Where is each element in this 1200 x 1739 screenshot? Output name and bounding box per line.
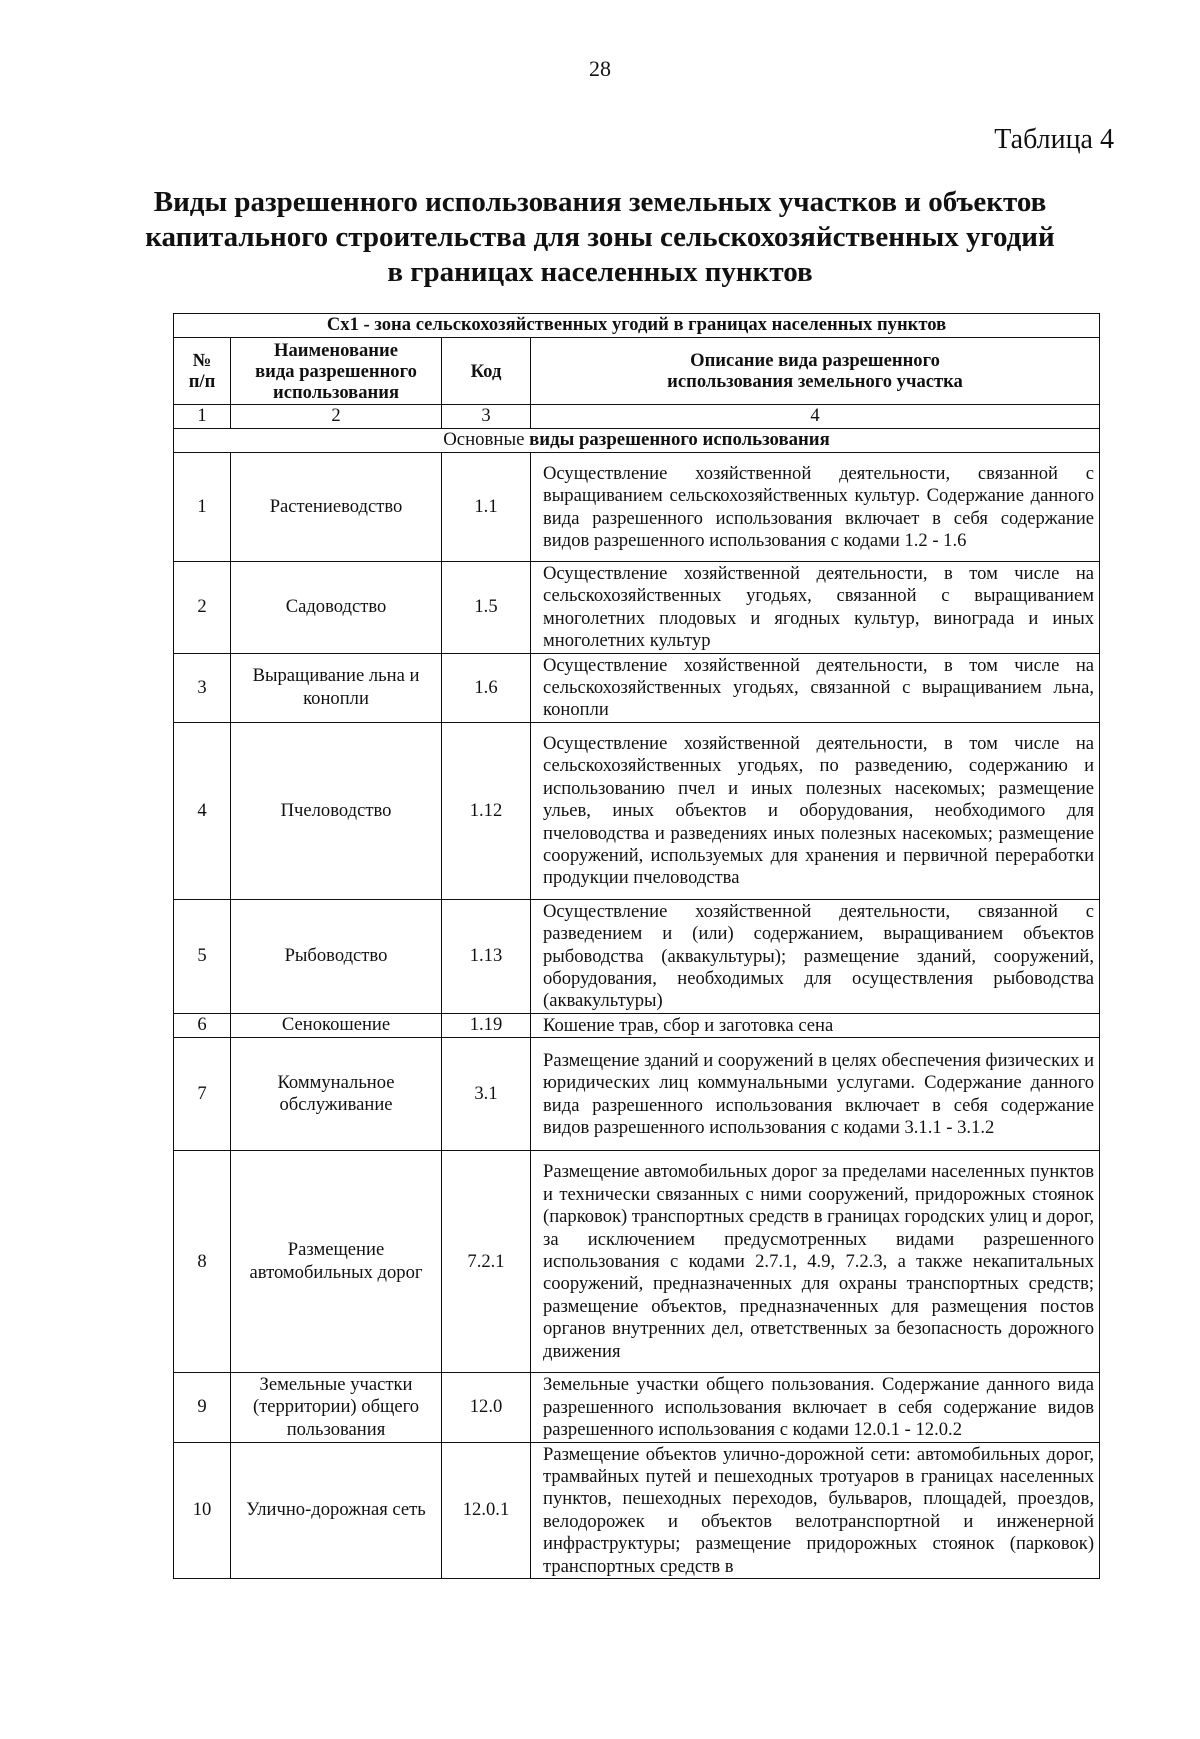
row-num: 6	[174, 1013, 231, 1037]
zone-row	[174, 314, 1100, 338]
row-name: Выращивание льна и конопли	[231, 653, 442, 722]
header-text: использования земельного участка	[667, 371, 963, 392]
table-row	[174, 899, 1100, 1013]
document-title	[120, 185, 1080, 290]
table-row	[174, 722, 1100, 899]
row-num: 1	[174, 453, 231, 562]
table-row	[174, 453, 1100, 562]
row-code: 1.5	[442, 562, 531, 654]
table-row	[174, 1373, 1100, 1442]
header-name	[231, 338, 442, 405]
header-desc	[531, 338, 1100, 405]
table-row	[174, 653, 1100, 722]
row-name: Рыбоводство	[231, 899, 442, 1013]
row-desc: Земельные участки общего пользования. Содержание данного вида разрешенного использования включает в себя содержание видов разрешенного использования с кодами 12.0.1 - 12.0.2	[531, 1373, 1100, 1442]
row-name: Улично-дорожная сеть	[231, 1442, 442, 1578]
row-code: 12.0	[442, 1373, 531, 1442]
row-name: Пчеловодство	[231, 722, 442, 899]
table-row	[174, 1442, 1100, 1578]
header-text: Описание вида разрешенного	[690, 350, 940, 371]
row-desc: Кошение трав, сбор и заготовка сена	[531, 1013, 1100, 1037]
header-text: п/п	[188, 371, 216, 392]
table-row	[174, 562, 1100, 654]
row-code: 1.12	[442, 722, 531, 899]
column-number: 1	[174, 405, 231, 429]
title-line: в границах населенных пунктов	[387, 256, 813, 288]
header-text: вида разрешенного	[255, 360, 417, 382]
land-use-table	[173, 313, 1100, 1579]
row-num: 4	[174, 722, 231, 899]
row-name: Коммунальное обслуживание	[231, 1038, 442, 1151]
column-number: 2	[231, 405, 442, 429]
row-desc: Осуществление хозяйственной деятельности, связанной с разведением и (или) содержанием, выращиванием объектов рыбоводства (аквакультуры); размещение зданий, сооружений, оборудования, необходимых для осуществления рыбоводства (аквакультуры)	[531, 899, 1100, 1013]
row-name: Сенокошение	[231, 1013, 442, 1037]
row-name: Земельные участки (территории) общего пользования	[231, 1373, 442, 1442]
row-num: 8	[174, 1151, 231, 1373]
row-num: 9	[174, 1373, 231, 1442]
row-desc: Размещение зданий и сооружений в целях обеспечения физических и юридических лиц коммунальными услугами. Содержание данного вида разрешенного использования включает в себя содержание видов разрешенного использования с кодами 3.1.1 - 3.1.2	[531, 1038, 1100, 1151]
column-number: 3	[442, 405, 531, 429]
row-num: 5	[174, 899, 231, 1013]
row-code: 1.6	[442, 653, 531, 722]
title-line: Виды разрешенного использования земельных участков и объектов	[153, 186, 1047, 218]
title-line: капитального строительства для зоны сельскохозяйственных угодий	[145, 221, 1055, 253]
table-row	[174, 1013, 1100, 1037]
table-label: Таблица 4	[994, 124, 1114, 155]
row-name: Садоводство	[231, 562, 442, 654]
row-code: 3.1	[442, 1038, 531, 1151]
row-name: Растениеводство	[231, 453, 442, 562]
row-code: 12.0.1	[442, 1442, 531, 1578]
column-number-row	[174, 405, 1100, 429]
header-text: использования	[272, 381, 400, 403]
row-num: 7	[174, 1038, 231, 1151]
section-prefix: Основные	[443, 429, 525, 451]
row-code: 1.1	[442, 453, 531, 562]
row-desc: Осуществление хозяйственной деятельности, в том числе на сельскохозяйственных угодьях, связанной с выращиванием льна, конопли	[531, 653, 1100, 722]
row-desc: Осуществление хозяйственной деятельности, в том числе на сельскохозяйственных угодьях, по разведению, содержанию и использованию пчел и иных полезных насекомых; размещение ульев, иных объектов и оборудования, необходимого для пчеловодства и разведениях иных полезных насекомых; размещение сооружений, используемых для хранения и первичной переработки продукции пчеловодства	[531, 722, 1100, 899]
row-desc: Осуществление хозяйственной деятельности, связанной с выращиванием сельскохозяйственных культур. Содержание данного вида разрешенного использования включает в себя содержание видов разрешенного использования с кодами 1.2 - 1.6	[531, 453, 1100, 562]
column-number: 4	[531, 405, 1100, 429]
table-row	[174, 1151, 1100, 1373]
row-num: 10	[174, 1442, 231, 1578]
page-number: 28	[589, 56, 611, 81]
section-rest: виды разрешенного использования	[529, 429, 830, 451]
row-code: 1.19	[442, 1013, 531, 1037]
table-row	[174, 1038, 1100, 1151]
section-title	[174, 429, 1100, 453]
header-row	[174, 338, 1100, 405]
row-desc: Размещение объектов улично-дорожной сети: автомобильных дорог, трамвайных путей и пешеходных тротуаров в границах населенных пунктов, пешеходных переходов, бульваров, площадей, проездов, велодорожек и объектов велотранспортной и инженерной инфраструктуры; размещение придорожных стоянок (парковок) транспортных средств в	[531, 1442, 1100, 1578]
zone-title: Сх1 - зона сельскохозяйственных угодий в границах населенных пунктов	[174, 314, 1100, 338]
row-code: 1.13	[442, 899, 531, 1013]
header-text: №	[192, 350, 212, 371]
row-desc: Размещение автомобильных дорог за пределами населенных пунктов и технически связанных с ними сооружений, придорожных стоянок (парковок) транспортных средств в границах городских улиц и дорог, за исключением предусмотренных видами разрешенного использования с кодами 2.7.1, 4.9, 7.2.3, а также некапитальных сооружений, предназначенных для охраны транспортных средств; размещение объектов, предназначенных для размещения постов органов внутренних дел, ответственных за безопасность дорожного движения	[531, 1151, 1100, 1373]
header-num	[174, 338, 231, 405]
row-num: 2	[174, 562, 231, 654]
row-code: 7.2.1	[442, 1151, 531, 1373]
row-name: Размещение автомобильных дорог	[231, 1151, 442, 1373]
header-text: Наименование	[274, 339, 398, 361]
row-desc: Осуществление хозяйственной деятельности, в том числе на сельскохозяйственных угодьях, связанной с выращиванием многолетних плодовых и ягодных культур, винограда и иных многолетних культур	[531, 562, 1100, 654]
row-num: 3	[174, 653, 231, 722]
section-row	[174, 429, 1100, 453]
header-code: Код	[442, 338, 531, 405]
